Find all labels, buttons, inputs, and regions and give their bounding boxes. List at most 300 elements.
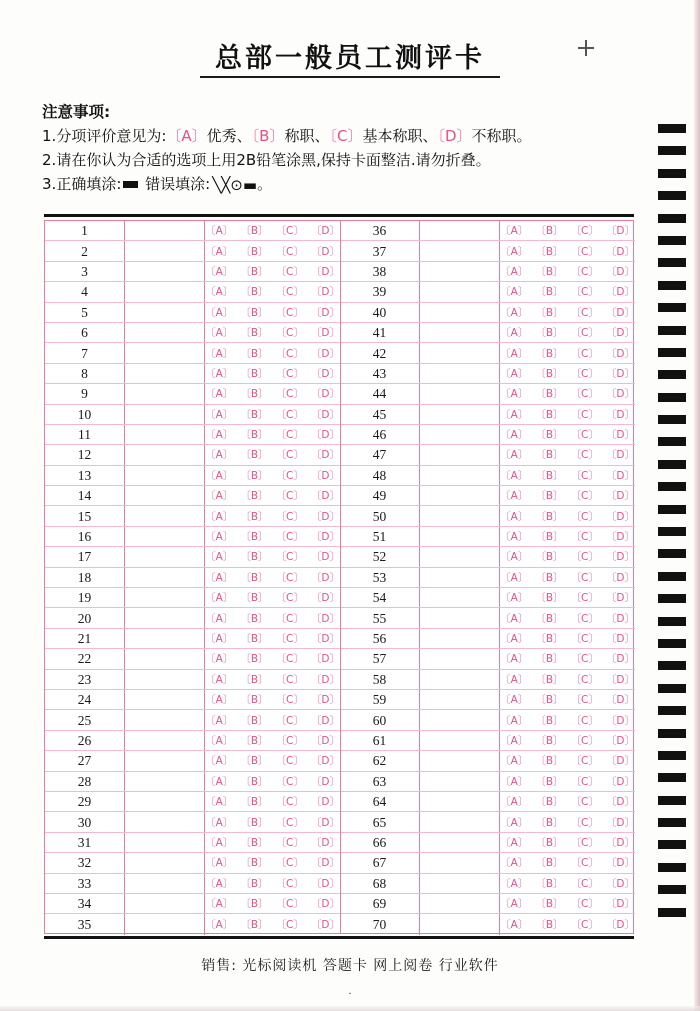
answer-row[interactable] bbox=[340, 710, 635, 730]
bubble-option-b[interactable]: 〔B〕 bbox=[240, 306, 269, 319]
bubble-option-b[interactable]: 〔B〕 bbox=[240, 877, 269, 890]
bubble-option-d[interactable]: 〔D〕 bbox=[310, 306, 340, 319]
bubble-option-d[interactable]: 〔D〕 bbox=[605, 510, 635, 523]
bubble-option-d[interactable]: 〔D〕 bbox=[605, 612, 635, 625]
bubble-option-c[interactable]: 〔C〕 bbox=[570, 327, 599, 340]
answer-row[interactable] bbox=[340, 323, 635, 343]
bubble-group[interactable] bbox=[205, 611, 340, 626]
answer-row[interactable] bbox=[340, 894, 635, 914]
bubble-group[interactable] bbox=[500, 692, 635, 707]
bubble-option-a[interactable]: 〔A〕 bbox=[500, 816, 529, 829]
bubble-option-a[interactable]: 〔A〕 bbox=[205, 531, 234, 544]
bubble-group[interactable] bbox=[500, 835, 635, 850]
bubble-option-c[interactable]: 〔C〕 bbox=[570, 429, 599, 442]
bubble-option-d[interactable]: 〔D〕 bbox=[605, 265, 635, 278]
bubble-option-c[interactable]: 〔C〕 bbox=[570, 225, 599, 238]
bubble-option-c[interactable]: 〔C〕 bbox=[570, 571, 599, 584]
bubble-group[interactable] bbox=[205, 305, 340, 320]
bubble-group[interactable] bbox=[500, 325, 635, 340]
bubble-option-d[interactable]: 〔D〕 bbox=[605, 734, 635, 747]
bubble-option-d[interactable]: 〔D〕 bbox=[310, 796, 340, 809]
bubble-option-a[interactable]: 〔A〕 bbox=[205, 306, 234, 319]
bubble-option-d[interactable]: 〔D〕 bbox=[310, 775, 340, 788]
bubble-option-b[interactable]: 〔B〕 bbox=[240, 469, 269, 482]
bubble-option-d[interactable]: 〔D〕 bbox=[310, 836, 340, 849]
bubble-group[interactable] bbox=[205, 549, 340, 564]
bubble-option-c[interactable]: 〔C〕 bbox=[275, 408, 304, 421]
bubble-option-b[interactable]: 〔B〕 bbox=[240, 225, 269, 238]
bubble-option-c[interactable]: 〔C〕 bbox=[275, 755, 304, 768]
bubble-group[interactable] bbox=[500, 305, 635, 320]
bubble-option-c[interactable]: 〔C〕 bbox=[275, 714, 304, 727]
bubble-option-a[interactable]: 〔A〕 bbox=[500, 755, 529, 768]
bubble-option-b[interactable]: 〔B〕 bbox=[535, 734, 564, 747]
bubble-option-c[interactable]: 〔C〕 bbox=[275, 898, 304, 911]
answer-row[interactable] bbox=[340, 629, 635, 649]
bubble-option-a[interactable]: 〔A〕 bbox=[500, 531, 529, 544]
bubble-option-b[interactable]: 〔B〕 bbox=[240, 918, 269, 931]
bubble-option-b[interactable]: 〔B〕 bbox=[240, 816, 269, 829]
bubble-option-a[interactable]: 〔A〕 bbox=[500, 571, 529, 584]
bubble-group[interactable] bbox=[205, 733, 340, 748]
bubble-option-b[interactable]: 〔B〕 bbox=[535, 306, 564, 319]
bubble-group[interactable] bbox=[205, 876, 340, 891]
bubble-group[interactable] bbox=[500, 488, 635, 503]
answer-row[interactable] bbox=[340, 751, 635, 771]
bubble-option-d[interactable]: 〔D〕 bbox=[310, 592, 340, 605]
bubble-group[interactable] bbox=[500, 631, 635, 646]
answer-row[interactable] bbox=[45, 547, 340, 567]
bubble-group[interactable] bbox=[500, 590, 635, 605]
bubble-option-d[interactable]: 〔D〕 bbox=[310, 510, 340, 523]
bubble-option-c[interactable]: 〔C〕 bbox=[275, 286, 304, 299]
bubble-option-a[interactable]: 〔A〕 bbox=[205, 816, 234, 829]
answer-row[interactable] bbox=[45, 364, 340, 384]
bubble-option-c[interactable]: 〔C〕 bbox=[275, 245, 304, 258]
bubble-option-d[interactable]: 〔D〕 bbox=[605, 571, 635, 584]
bubble-option-b[interactable]: 〔B〕 bbox=[535, 877, 564, 890]
bubble-option-c[interactable]: 〔C〕 bbox=[570, 775, 599, 788]
bubble-option-b[interactable]: 〔B〕 bbox=[240, 694, 269, 707]
bubble-option-b[interactable]: 〔B〕 bbox=[240, 429, 269, 442]
bubble-option-c[interactable]: 〔C〕 bbox=[275, 306, 304, 319]
answer-row[interactable] bbox=[340, 608, 635, 628]
bubble-option-b[interactable]: 〔B〕 bbox=[535, 653, 564, 666]
bubble-option-c[interactable]: 〔C〕 bbox=[570, 367, 599, 380]
bubble-option-b[interactable]: 〔B〕 bbox=[535, 429, 564, 442]
answer-row[interactable] bbox=[45, 425, 340, 445]
answer-row[interactable] bbox=[45, 343, 340, 363]
bubble-option-c[interactable]: 〔C〕 bbox=[570, 653, 599, 666]
bubble-option-c[interactable]: 〔C〕 bbox=[570, 347, 599, 360]
bubble-option-d[interactable]: 〔D〕 bbox=[605, 836, 635, 849]
bubble-group[interactable] bbox=[500, 855, 635, 870]
bubble-option-a[interactable]: 〔A〕 bbox=[205, 836, 234, 849]
bubble-option-c[interactable]: 〔C〕 bbox=[570, 816, 599, 829]
answer-row[interactable] bbox=[45, 649, 340, 669]
bubble-option-a[interactable]: 〔A〕 bbox=[205, 367, 234, 380]
bubble-group[interactable] bbox=[205, 896, 340, 911]
answer-row[interactable] bbox=[45, 608, 340, 628]
answer-row[interactable] bbox=[45, 568, 340, 588]
answer-row[interactable] bbox=[45, 384, 340, 404]
bubble-option-d[interactable]: 〔D〕 bbox=[310, 918, 340, 931]
answer-row[interactable] bbox=[340, 731, 635, 751]
bubble-option-a[interactable]: 〔A〕 bbox=[205, 633, 234, 645]
answer-row[interactable] bbox=[45, 486, 340, 506]
bubble-option-b[interactable]: 〔B〕 bbox=[535, 694, 564, 707]
answer-row[interactable] bbox=[340, 833, 635, 853]
bubble-group[interactable] bbox=[500, 284, 635, 299]
bubble-option-d[interactable]: 〔D〕 bbox=[310, 673, 340, 686]
bubble-option-c[interactable]: 〔C〕 bbox=[275, 449, 304, 462]
bubble-option-a[interactable]: 〔A〕 bbox=[500, 877, 529, 890]
bubble-group[interactable] bbox=[500, 917, 635, 932]
bubble-option-c[interactable]: 〔C〕 bbox=[275, 796, 304, 809]
bubble-option-a[interactable]: 〔A〕 bbox=[500, 408, 529, 421]
bubble-option-a[interactable]: 〔A〕 bbox=[500, 225, 529, 238]
bubble-option-b[interactable]: 〔B〕 bbox=[240, 734, 269, 747]
bubble-option-d[interactable]: 〔D〕 bbox=[605, 898, 635, 911]
bubble-group[interactable] bbox=[205, 651, 340, 666]
bubble-group[interactable] bbox=[500, 815, 635, 830]
answer-row[interactable] bbox=[45, 221, 340, 241]
answer-row[interactable] bbox=[340, 853, 635, 873]
bubble-option-b[interactable]: 〔B〕 bbox=[535, 592, 564, 605]
bubble-group[interactable] bbox=[500, 264, 635, 279]
bubble-option-d[interactable]: 〔D〕 bbox=[310, 408, 340, 421]
bubble-option-c[interactable]: 〔C〕 bbox=[570, 877, 599, 890]
bubble-option-d[interactable]: 〔D〕 bbox=[605, 225, 635, 238]
bubble-option-b[interactable]: 〔B〕 bbox=[535, 347, 564, 360]
bubble-option-d[interactable]: 〔D〕 bbox=[605, 673, 635, 686]
bubble-group[interactable] bbox=[205, 590, 340, 605]
bubble-option-c[interactable]: 〔C〕 bbox=[275, 653, 304, 666]
bubble-option-d[interactable]: 〔D〕 bbox=[310, 429, 340, 442]
bubble-option-a[interactable]: 〔A〕 bbox=[205, 388, 234, 401]
bubble-group[interactable] bbox=[205, 631, 340, 646]
bubble-option-d[interactable]: 〔D〕 bbox=[310, 877, 340, 890]
bubble-option-b[interactable]: 〔B〕 bbox=[240, 408, 269, 421]
answer-row[interactable] bbox=[340, 506, 635, 526]
bubble-option-c[interactable]: 〔C〕 bbox=[570, 408, 599, 421]
bubble-option-a[interactable]: 〔A〕 bbox=[500, 286, 529, 299]
bubble-group[interactable] bbox=[205, 346, 340, 361]
bubble-option-b[interactable]: 〔B〕 bbox=[240, 367, 269, 380]
bubble-option-a[interactable]: 〔A〕 bbox=[500, 775, 529, 788]
answer-row[interactable] bbox=[340, 527, 635, 547]
bubble-group[interactable] bbox=[500, 386, 635, 401]
bubble-group[interactable] bbox=[205, 284, 340, 299]
bubble-option-b[interactable]: 〔B〕 bbox=[240, 633, 269, 645]
bubble-option-b[interactable]: 〔B〕 bbox=[240, 388, 269, 401]
bubble-option-a[interactable]: 〔A〕 bbox=[205, 898, 234, 911]
bubble-option-d[interactable]: 〔D〕 bbox=[310, 734, 340, 747]
bubble-option-b[interactable]: 〔B〕 bbox=[535, 510, 564, 523]
answer-row[interactable] bbox=[45, 772, 340, 792]
answer-row[interactable] bbox=[340, 343, 635, 363]
bubble-option-b[interactable]: 〔B〕 bbox=[240, 653, 269, 666]
bubble-option-a[interactable]: 〔A〕 bbox=[500, 449, 529, 462]
bubble-group[interactable] bbox=[205, 835, 340, 850]
answer-row[interactable] bbox=[45, 303, 340, 323]
bubble-option-a[interactable]: 〔A〕 bbox=[500, 347, 529, 360]
bubble-option-a[interactable]: 〔A〕 bbox=[500, 592, 529, 605]
bubble-option-d[interactable]: 〔D〕 bbox=[310, 245, 340, 258]
answer-row[interactable] bbox=[340, 690, 635, 710]
bubble-option-a[interactable]: 〔A〕 bbox=[500, 694, 529, 707]
bubble-option-a[interactable]: 〔A〕 bbox=[205, 469, 234, 482]
answer-row[interactable] bbox=[45, 241, 340, 261]
bubble-option-c[interactable]: 〔C〕 bbox=[570, 612, 599, 625]
bubble-option-a[interactable]: 〔A〕 bbox=[205, 551, 234, 564]
bubble-option-d[interactable]: 〔D〕 bbox=[310, 714, 340, 727]
bubble-option-c[interactable]: 〔C〕 bbox=[275, 775, 304, 788]
bubble-option-d[interactable]: 〔D〕 bbox=[310, 653, 340, 666]
bubble-option-b[interactable]: 〔B〕 bbox=[535, 449, 564, 462]
bubble-option-a[interactable]: 〔A〕 bbox=[500, 306, 529, 319]
bubble-option-a[interactable]: 〔A〕 bbox=[205, 673, 234, 686]
bubble-option-b[interactable]: 〔B〕 bbox=[535, 633, 564, 645]
bubble-option-c[interactable]: 〔C〕 bbox=[570, 245, 599, 258]
bubble-option-a[interactable]: 〔A〕 bbox=[500, 714, 529, 727]
bubble-option-c[interactable]: 〔C〕 bbox=[570, 510, 599, 523]
bubble-group[interactable] bbox=[205, 570, 340, 585]
bubble-group[interactable] bbox=[500, 713, 635, 728]
answer-row[interactable] bbox=[45, 670, 340, 690]
bubble-option-c[interactable]: 〔C〕 bbox=[275, 265, 304, 278]
bubble-group[interactable] bbox=[500, 876, 635, 891]
bubble-option-b[interactable]: 〔B〕 bbox=[240, 286, 269, 299]
bubble-group[interactable] bbox=[205, 366, 340, 381]
bubble-option-d[interactable]: 〔D〕 bbox=[310, 531, 340, 544]
bubble-option-b[interactable]: 〔B〕 bbox=[535, 490, 564, 503]
bubble-option-d[interactable]: 〔D〕 bbox=[310, 633, 340, 645]
bubble-option-a[interactable]: 〔A〕 bbox=[500, 612, 529, 625]
answer-row[interactable] bbox=[340, 547, 635, 567]
bubble-group[interactable] bbox=[500, 366, 635, 381]
bubble-option-d[interactable]: 〔D〕 bbox=[310, 469, 340, 482]
bubble-option-c[interactable]: 〔C〕 bbox=[275, 633, 304, 645]
bubble-option-d[interactable]: 〔D〕 bbox=[605, 857, 635, 870]
bubble-option-c[interactable]: 〔C〕 bbox=[570, 306, 599, 319]
bubble-option-a[interactable]: 〔A〕 bbox=[500, 918, 529, 931]
bubble-option-d[interactable]: 〔D〕 bbox=[605, 388, 635, 401]
bubble-option-a[interactable]: 〔A〕 bbox=[205, 755, 234, 768]
bubble-group[interactable] bbox=[205, 468, 340, 483]
bubble-option-d[interactable]: 〔D〕 bbox=[310, 898, 340, 911]
bubble-option-b[interactable]: 〔B〕 bbox=[240, 571, 269, 584]
bubble-option-b[interactable]: 〔B〕 bbox=[240, 265, 269, 278]
bubble-option-c[interactable]: 〔C〕 bbox=[275, 877, 304, 890]
bubble-option-d[interactable]: 〔D〕 bbox=[605, 490, 635, 503]
bubble-option-a[interactable]: 〔A〕 bbox=[500, 898, 529, 911]
bubble-option-b[interactable]: 〔B〕 bbox=[240, 775, 269, 788]
answer-row[interactable] bbox=[340, 303, 635, 323]
bubble-option-a[interactable]: 〔A〕 bbox=[205, 510, 234, 523]
bubble-group[interactable] bbox=[500, 570, 635, 585]
bubble-option-b[interactable]: 〔B〕 bbox=[535, 367, 564, 380]
bubble-option-a[interactable]: 〔A〕 bbox=[205, 796, 234, 809]
bubble-option-c[interactable]: 〔C〕 bbox=[570, 469, 599, 482]
bubble-option-d[interactable]: 〔D〕 bbox=[605, 877, 635, 890]
bubble-option-b[interactable]: 〔B〕 bbox=[240, 857, 269, 870]
bubble-group[interactable] bbox=[205, 855, 340, 870]
bubble-option-d[interactable]: 〔D〕 bbox=[310, 571, 340, 584]
answer-row[interactable] bbox=[45, 506, 340, 526]
answer-row[interactable] bbox=[45, 731, 340, 751]
bubble-option-b[interactable]: 〔B〕 bbox=[535, 225, 564, 238]
bubble-group[interactable] bbox=[205, 774, 340, 789]
bubble-option-a[interactable]: 〔A〕 bbox=[500, 265, 529, 278]
bubble-option-b[interactable]: 〔B〕 bbox=[240, 898, 269, 911]
bubble-option-b[interactable]: 〔B〕 bbox=[535, 388, 564, 401]
bubble-option-c[interactable]: 〔C〕 bbox=[570, 449, 599, 462]
bubble-option-d[interactable]: 〔D〕 bbox=[605, 551, 635, 564]
bubble-option-a[interactable]: 〔A〕 bbox=[500, 836, 529, 849]
answer-row[interactable] bbox=[340, 874, 635, 894]
bubble-group[interactable] bbox=[500, 651, 635, 666]
bubble-option-a[interactable]: 〔A〕 bbox=[500, 857, 529, 870]
bubble-group[interactable] bbox=[500, 223, 635, 238]
bubble-option-d[interactable]: 〔D〕 bbox=[310, 490, 340, 503]
bubble-group[interactable] bbox=[205, 692, 340, 707]
bubble-option-d[interactable]: 〔D〕 bbox=[605, 408, 635, 421]
bubble-group[interactable] bbox=[205, 815, 340, 830]
bubble-option-a[interactable]: 〔A〕 bbox=[205, 734, 234, 747]
bubble-option-b[interactable]: 〔B〕 bbox=[535, 775, 564, 788]
bubble-option-c[interactable]: 〔C〕 bbox=[570, 673, 599, 686]
answer-row[interactable] bbox=[45, 527, 340, 547]
bubble-option-d[interactable]: 〔D〕 bbox=[310, 327, 340, 340]
bubble-option-d[interactable]: 〔D〕 bbox=[310, 367, 340, 380]
bubble-option-b[interactable]: 〔B〕 bbox=[240, 245, 269, 258]
bubble-option-c[interactable]: 〔C〕 bbox=[570, 898, 599, 911]
bubble-option-b[interactable]: 〔B〕 bbox=[240, 612, 269, 625]
bubble-option-c[interactable]: 〔C〕 bbox=[275, 816, 304, 829]
bubble-option-d[interactable]: 〔D〕 bbox=[605, 796, 635, 809]
answer-row[interactable] bbox=[340, 384, 635, 404]
bubble-option-d[interactable]: 〔D〕 bbox=[605, 286, 635, 299]
answer-row[interactable] bbox=[340, 364, 635, 384]
answer-row[interactable] bbox=[340, 221, 635, 241]
bubble-group[interactable] bbox=[500, 549, 635, 564]
bubble-option-b[interactable]: 〔B〕 bbox=[240, 449, 269, 462]
bubble-option-d[interactable]: 〔D〕 bbox=[605, 531, 635, 544]
answer-row[interactable] bbox=[45, 262, 340, 282]
bubble-option-d[interactable]: 〔D〕 bbox=[605, 306, 635, 319]
bubble-option-a[interactable]: 〔A〕 bbox=[500, 490, 529, 503]
answer-row[interactable] bbox=[340, 405, 635, 425]
answer-row[interactable] bbox=[340, 792, 635, 812]
answer-row[interactable] bbox=[45, 812, 340, 832]
bubble-option-c[interactable]: 〔C〕 bbox=[275, 612, 304, 625]
answer-row[interactable] bbox=[45, 466, 340, 486]
bubble-option-b[interactable]: 〔B〕 bbox=[535, 245, 564, 258]
bubble-group[interactable] bbox=[205, 244, 340, 259]
bubble-option-a[interactable]: 〔A〕 bbox=[205, 225, 234, 238]
bubble-group[interactable] bbox=[500, 244, 635, 259]
bubble-option-a[interactable]: 〔A〕 bbox=[205, 775, 234, 788]
bubble-option-a[interactable]: 〔A〕 bbox=[205, 490, 234, 503]
bubble-option-d[interactable]: 〔D〕 bbox=[605, 347, 635, 360]
bubble-option-a[interactable]: 〔A〕 bbox=[205, 265, 234, 278]
bubble-group[interactable] bbox=[500, 346, 635, 361]
answer-row[interactable] bbox=[45, 751, 340, 771]
bubble-option-d[interactable]: 〔D〕 bbox=[605, 694, 635, 707]
bubble-option-c[interactable]: 〔C〕 bbox=[275, 429, 304, 442]
bubble-option-b[interactable]: 〔B〕 bbox=[240, 510, 269, 523]
bubble-option-a[interactable]: 〔A〕 bbox=[205, 918, 234, 931]
bubble-option-a[interactable]: 〔A〕 bbox=[205, 877, 234, 890]
bubble-option-d[interactable]: 〔D〕 bbox=[605, 816, 635, 829]
answer-row[interactable] bbox=[45, 914, 340, 934]
bubble-option-d[interactable]: 〔D〕 bbox=[605, 449, 635, 462]
answer-row[interactable] bbox=[340, 282, 635, 302]
bubble-group[interactable] bbox=[500, 672, 635, 687]
bubble-option-c[interactable]: 〔C〕 bbox=[275, 836, 304, 849]
bubble-option-a[interactable]: 〔A〕 bbox=[500, 327, 529, 340]
bubble-option-c[interactable]: 〔C〕 bbox=[275, 388, 304, 401]
answer-row[interactable] bbox=[45, 853, 340, 873]
bubble-option-c[interactable]: 〔C〕 bbox=[275, 367, 304, 380]
bubble-option-c[interactable]: 〔C〕 bbox=[275, 551, 304, 564]
bubble-option-b[interactable]: 〔B〕 bbox=[535, 714, 564, 727]
answer-row[interactable] bbox=[45, 690, 340, 710]
bubble-option-b[interactable]: 〔B〕 bbox=[535, 531, 564, 544]
bubble-option-d[interactable]: 〔D〕 bbox=[310, 755, 340, 768]
bubble-option-d[interactable]: 〔D〕 bbox=[605, 469, 635, 482]
bubble-group[interactable] bbox=[205, 917, 340, 932]
bubble-group[interactable] bbox=[500, 896, 635, 911]
answer-row[interactable] bbox=[340, 445, 635, 465]
bubble-option-c[interactable]: 〔C〕 bbox=[570, 286, 599, 299]
bubble-option-b[interactable]: 〔B〕 bbox=[240, 531, 269, 544]
bubble-option-c[interactable]: 〔C〕 bbox=[275, 510, 304, 523]
bubble-group[interactable] bbox=[500, 407, 635, 422]
bubble-option-c[interactable]: 〔C〕 bbox=[570, 694, 599, 707]
bubble-option-b[interactable]: 〔B〕 bbox=[240, 327, 269, 340]
bubble-group[interactable] bbox=[205, 223, 340, 238]
bubble-option-d[interactable]: 〔D〕 bbox=[605, 775, 635, 788]
bubble-group[interactable] bbox=[500, 427, 635, 442]
answer-row[interactable] bbox=[340, 914, 635, 934]
bubble-option-d[interactable]: 〔D〕 bbox=[605, 327, 635, 340]
bubble-option-d[interactable]: 〔D〕 bbox=[310, 694, 340, 707]
bubble-option-b[interactable]: 〔B〕 bbox=[535, 612, 564, 625]
bubble-option-c[interactable]: 〔C〕 bbox=[275, 490, 304, 503]
bubble-option-b[interactable]: 〔B〕 bbox=[240, 755, 269, 768]
bubble-option-a[interactable]: 〔A〕 bbox=[500, 510, 529, 523]
answer-row[interactable] bbox=[340, 425, 635, 445]
answer-row[interactable] bbox=[45, 629, 340, 649]
bubble-option-c[interactable]: 〔C〕 bbox=[570, 857, 599, 870]
bubble-option-a[interactable]: 〔A〕 bbox=[205, 612, 234, 625]
bubble-option-c[interactable]: 〔C〕 bbox=[275, 531, 304, 544]
answer-row[interactable] bbox=[340, 486, 635, 506]
bubble-option-b[interactable]: 〔B〕 bbox=[535, 469, 564, 482]
bubble-option-c[interactable]: 〔C〕 bbox=[570, 388, 599, 401]
bubble-option-d[interactable]: 〔D〕 bbox=[310, 286, 340, 299]
bubble-group[interactable] bbox=[500, 753, 635, 768]
bubble-option-a[interactable]: 〔A〕 bbox=[205, 653, 234, 666]
answer-row[interactable] bbox=[45, 282, 340, 302]
bubble-option-d[interactable]: 〔D〕 bbox=[310, 551, 340, 564]
answer-row[interactable] bbox=[45, 874, 340, 894]
bubble-option-d[interactable]: 〔D〕 bbox=[605, 633, 635, 645]
bubble-option-b[interactable]: 〔B〕 bbox=[240, 796, 269, 809]
bubble-option-b[interactable]: 〔B〕 bbox=[535, 836, 564, 849]
